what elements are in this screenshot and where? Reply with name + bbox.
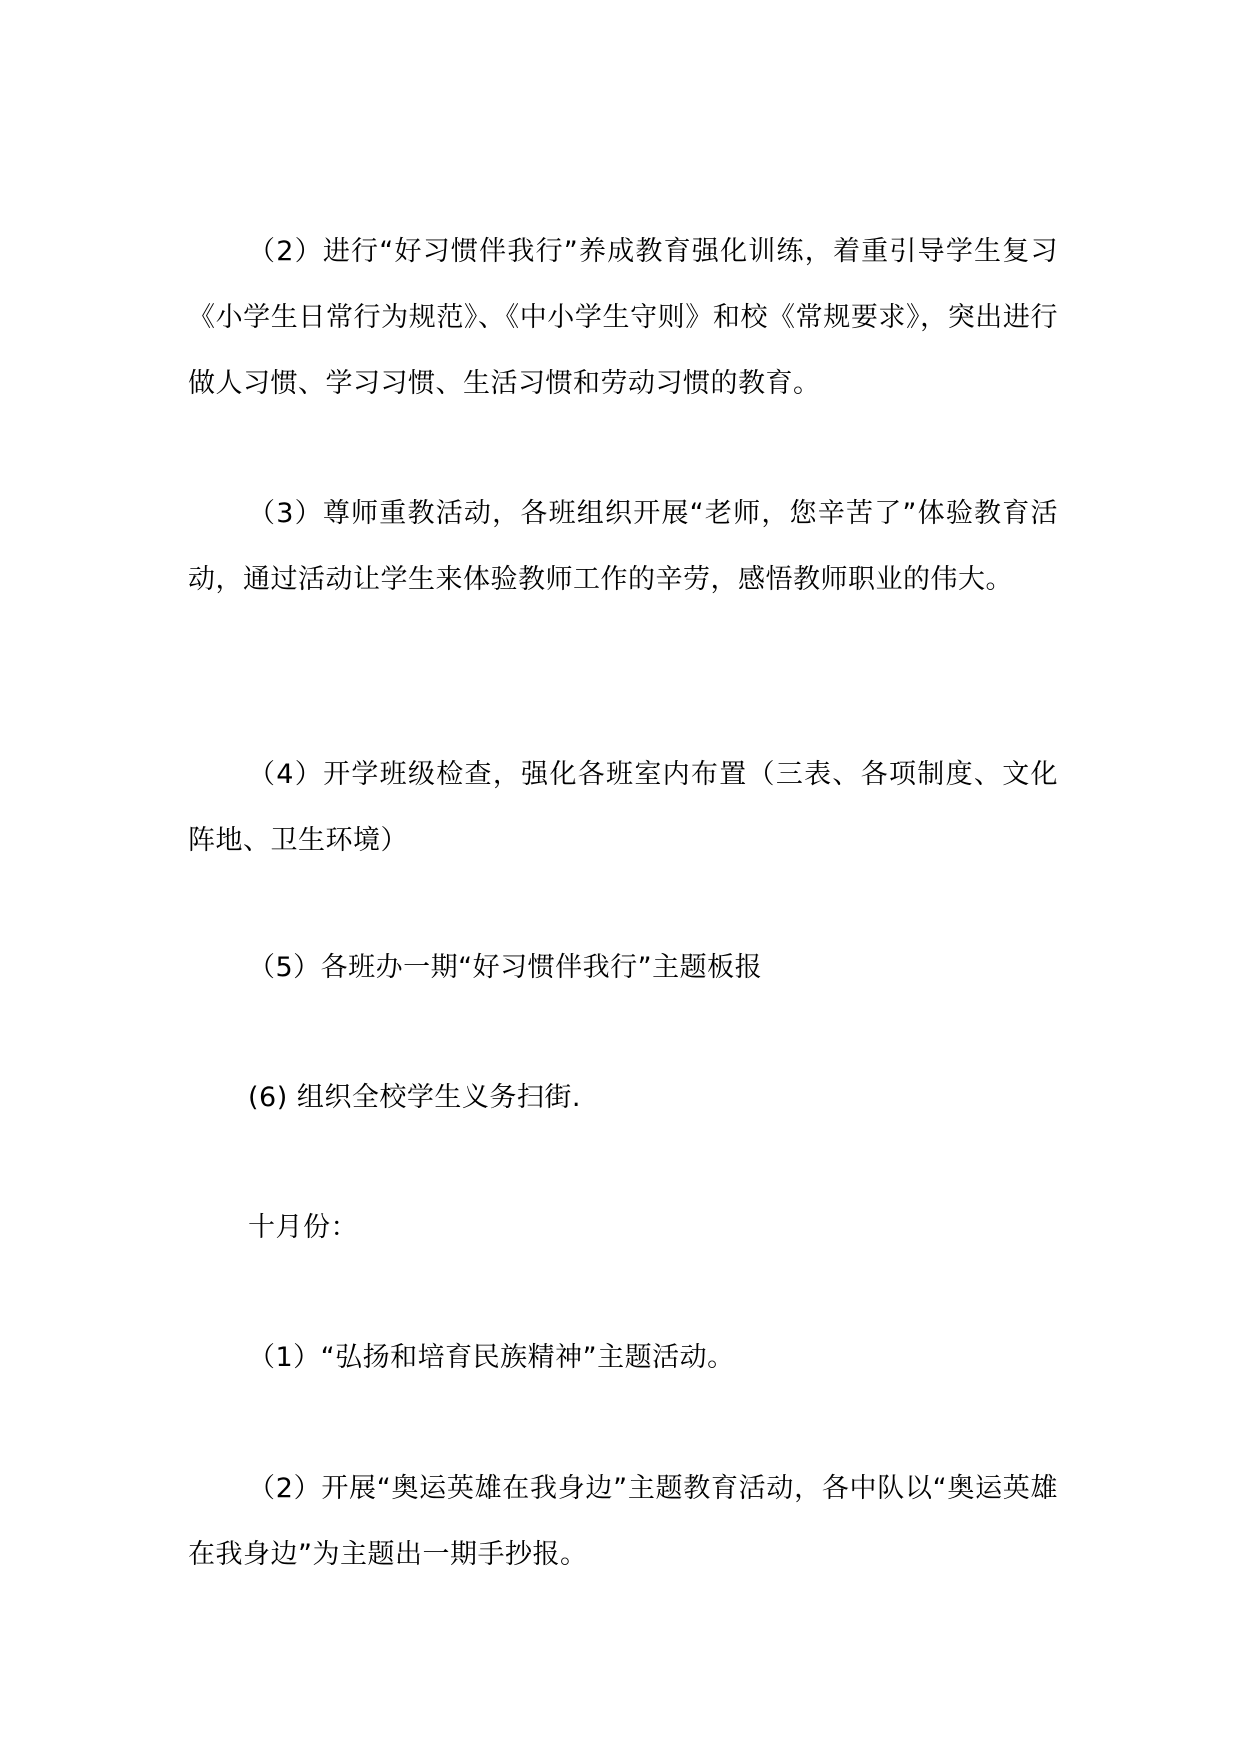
paragraph-national-spirit: （1）“弘扬和培育民族精神”主题活动。 — [248, 1342, 735, 1373]
paragraph-habit-training: （2）进行“好习惯伴我行”养成教育强化训练，着重引导学生复习《小学生日常行为规范》、《中小学生守则》和校《常规要求》，突出进行做人习惯、学习习惯、生活习惯和劳动习惯的教育。 — [188, 236, 1058, 399]
paragraph-street-cleaning: (6) 组织全校学生义务扫街. — [248, 1082, 581, 1113]
paragraph-respect-teachers: （3）尊师重教活动，各班组织开展“老师，您辛苦了”体验教育活动，通过活动让学生来体验教师工作的辛劳，感悟教师职业的伟大。 — [188, 498, 1058, 595]
paragraph-class-inspection: （4）开学班级检查，强化各班室内布置（三表、各项制度、文化阵地、卫生环境） — [188, 759, 1058, 856]
paragraph-blackboard: （5）各班办一期“好习惯伴我行”主题板报 — [248, 952, 763, 983]
section-heading-october: 十月份： — [248, 1212, 358, 1243]
paragraph-olympic-heroes: （2）开展“奥运英雄在我身边”主题教育活动，各中队以“奥运英雄在我身边”为主题出一期手抄报。 — [188, 1473, 1058, 1570]
